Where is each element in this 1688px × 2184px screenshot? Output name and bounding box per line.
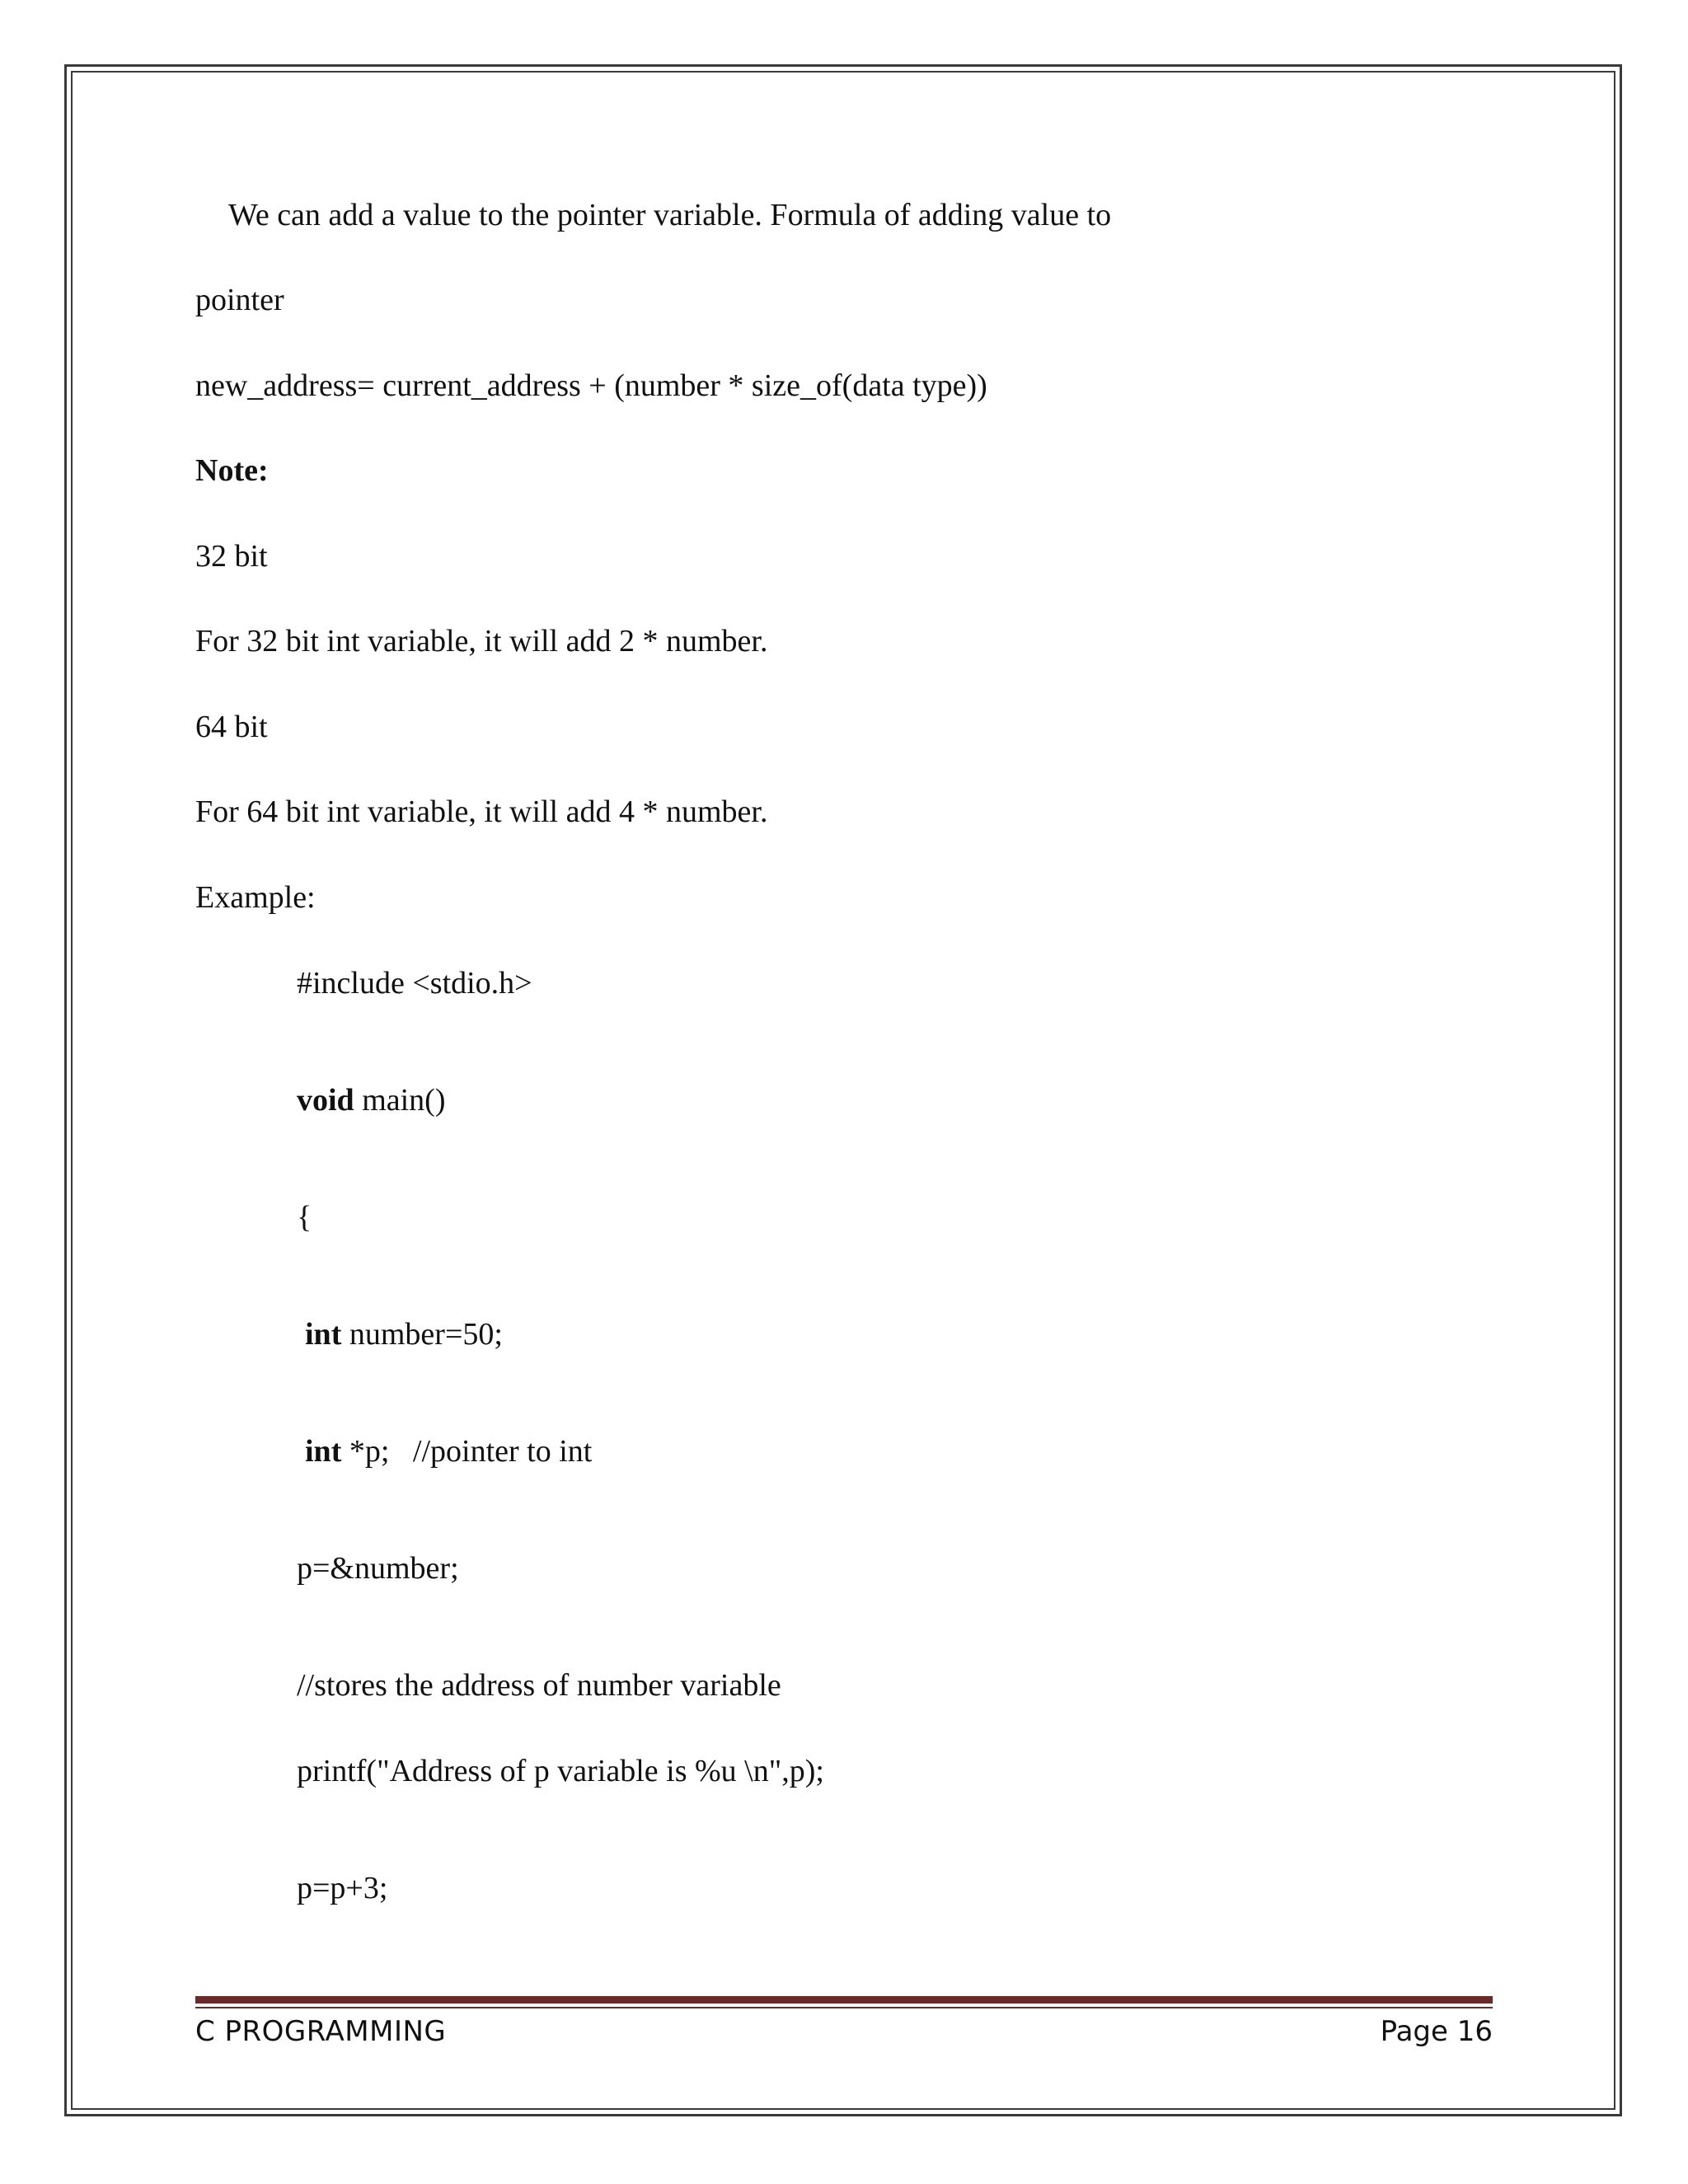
code-int-keyword: int [305,1434,342,1469]
example-label: Example: [195,880,316,915]
code-increment: p=p+3; [297,1871,388,1905]
code-include: #include <stdio.h> [297,966,532,1001]
bit64-text: For 64 bit int variable, it will add 4 * number. [195,794,768,829]
code-comment: //stores the address of number variable [297,1668,781,1703]
code-void-keyword: void [297,1083,354,1118]
code-decl-pointer [305,1432,592,1470]
footer-title: C PROGRAMMING [195,2015,447,2048]
note-label: Note: [195,453,269,488]
code-assign: p=&number; [297,1551,459,1586]
code-int-keyword: int [305,1317,342,1352]
bit32-text: For 32 bit int variable, it will add 2 * number. [195,624,768,658]
footer-page-number: Page 16 [1380,2015,1493,2048]
intro-line-1: We can add a value to the pointer variable. Formula of adding value to [228,198,1112,232]
bit32-label: 32 bit [195,539,268,574]
code-pointer-decl: *p; //pointer to int [341,1434,593,1469]
code-decl-number [305,1315,503,1353]
footer-rule [195,1996,1493,2004]
bit64-label: 64 bit [195,710,268,744]
code-number-decl: number=50; [341,1317,503,1352]
code-main: main() [354,1083,446,1118]
code-printf: printf("Address of p variable is %u \n",p); [297,1754,824,1788]
code-open-brace: { [297,1200,312,1235]
formula-line: new_address= current_address + (number * size_of(data type)) [195,368,987,403]
footer-rule-thin [195,2007,1493,2008]
intro-line-2: pointer [195,283,284,317]
code-main-signature [297,1081,446,1119]
